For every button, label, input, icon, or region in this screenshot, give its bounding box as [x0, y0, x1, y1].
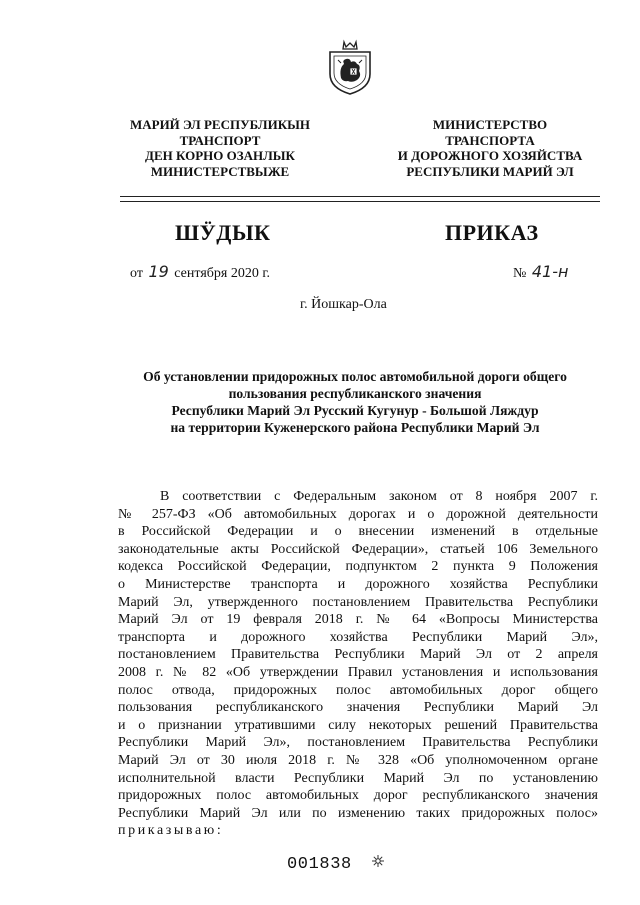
- subject-line: Об установлении придорожных полос автомобильной дороги общего: [143, 369, 567, 384]
- body-line: № 257-ФЗ «Об автомобильных дорогах и о дорожной деятельности: [118, 506, 598, 522]
- body-line: в Российской Федерации и о внесении изменений в отдельные: [118, 524, 598, 540]
- body-line: придорожных полос автомобильных дорог республиканского значения: [118, 788, 598, 804]
- document-city: г. Йошкар-Ола: [300, 297, 387, 312]
- body-line: законодательные акты Российской Федерации», статьей 106 Земельного: [118, 541, 598, 557]
- body-line: постановлением Правительства Республики Марий Эл от 2 апреля: [118, 647, 598, 663]
- subject-line: пользования республиканского значения: [228, 386, 482, 401]
- body-line: приказываю:: [118, 823, 224, 839]
- header-right-line: И ДОРОЖНОГО ХОЗЯЙСТВА: [397, 148, 583, 163]
- body-line: кодекса Российской Федерации, подпунктом 2 пункта 9 Положения: [118, 559, 598, 575]
- header-divider-rule: [120, 201, 600, 202]
- number-prefix: №: [513, 266, 527, 281]
- number-value-handwritten: 41-н: [531, 262, 569, 281]
- document-body: [118, 488, 598, 840]
- header-left-line: ДЕН КОРНО ОЗАНЛЫК: [145, 148, 295, 163]
- document-title-mari: ШӰДЫК: [175, 220, 271, 245]
- body-line: Республики Марий Эл или по изменению таких придорожных полос»: [118, 805, 598, 821]
- header-left-line: ТРАНСПОРТ: [179, 132, 261, 148]
- body-line: Марий Эл, утвержденного постановлением Правительства Республики: [118, 594, 598, 610]
- body-line: Марий Эл от 30 июля 2018 г. № 328 «Об уполномоченном органе: [118, 752, 598, 768]
- header-right-line: РЕСПУБЛИКИ МАРИЙ ЭЛ: [406, 163, 574, 179]
- header-right-line: ТРАНСПОРТА: [445, 132, 535, 148]
- body-line: полос отвода, придорожных полос автомобильных дорог общего: [118, 682, 598, 698]
- body-line: В соответствии с Федеральным законом от 8 ноября 2007 г.: [160, 489, 598, 504]
- header-right-ministry-name: [384, 117, 596, 179]
- body-line: Марий Эл от 19 февраля 2018 г. № 64 «Вопросы Министерства: [118, 612, 598, 628]
- header-right-line: МИНИСТЕРСТВО: [432, 117, 548, 132]
- body-line: 2008 г. № 82 «Об утверждении Правил установления и использования: [118, 664, 598, 680]
- header-left-line: МИНИСТЕРСТВЫЖЕ: [150, 163, 290, 179]
- header-divider-rule: [120, 196, 600, 197]
- date-day-handwritten: 19: [148, 262, 169, 281]
- body-line: пользования республиканского значения Республики Марий Эл: [118, 700, 598, 716]
- body-line: о Министерстве транспорта и дорожного хозяйства Республики: [118, 576, 598, 592]
- body-line: и о признании утратившими силу некоторых решений Правительства: [118, 717, 598, 733]
- document-title-russian: ПРИКАЗ: [445, 220, 539, 245]
- document-date: [130, 262, 270, 282]
- ornament-star-icon: [371, 854, 385, 868]
- date-month-year: сентября 2020 г.: [174, 266, 270, 281]
- body-line: исполнительной власти Республики Марий Эл по установлению: [118, 770, 598, 786]
- form-serial-number: 001838: [287, 855, 352, 874]
- date-prefix: от: [130, 266, 143, 281]
- subject-line: на территории Куженерского района Республики Марий Эл: [170, 420, 540, 435]
- body-line: Республики Марий Эл», постановлением Правительства Республики: [118, 735, 598, 751]
- header-left-line: МАРИЙ ЭЛ РЕСПУБЛИКЫН: [129, 117, 311, 132]
- header-left-ministry-name: [118, 117, 322, 179]
- document-number: [513, 262, 570, 282]
- subject-line: Республики Марий Эл Русский Кугунур - Большой Ляждур: [171, 403, 539, 418]
- coat-of-arms-emblem: [326, 38, 374, 96]
- body-line: транспорта и дорожного хозяйства Республики Марий Эл»,: [118, 629, 598, 645]
- document-subject: [110, 368, 600, 436]
